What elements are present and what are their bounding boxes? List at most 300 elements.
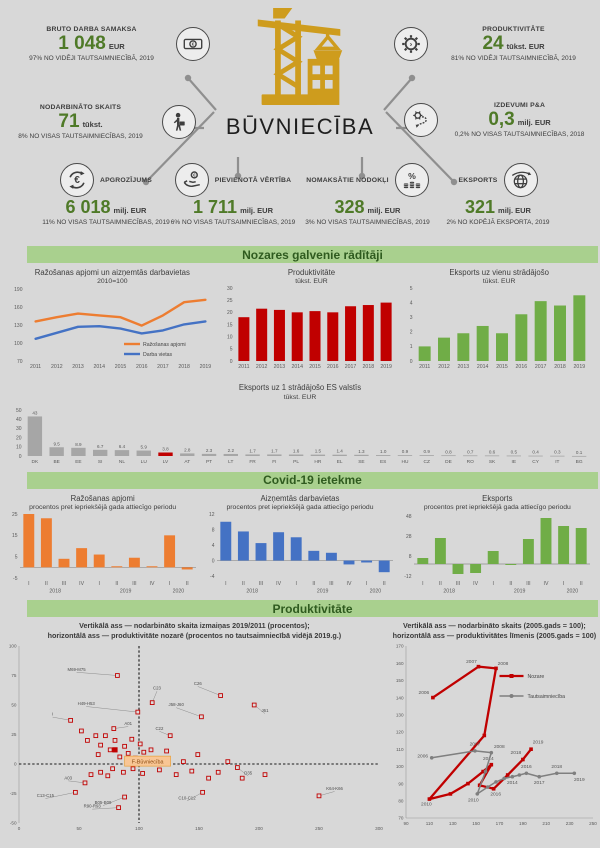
svg-text:0.7: 0.7 <box>467 449 474 455</box>
chart-subtitle: procentos pret iepriekšējā gada attiecīgo periodu <box>423 504 571 512</box>
bar-chart-covid-exports <box>399 511 596 600</box>
svg-text:CY: CY <box>532 459 539 465</box>
svg-text:2019: 2019 <box>316 588 329 595</box>
svg-text:NL: NL <box>118 459 126 465</box>
stat-note: 0,2% NO VISAS TAUTSAIMNIECĪBAS, 2018 <box>454 130 585 138</box>
svg-text:2020: 2020 <box>369 588 382 595</box>
svg-text:8: 8 <box>211 527 215 534</box>
stat-value: 321 milj. EUR <box>465 197 531 217</box>
svg-text:-50: -50 <box>10 820 17 826</box>
svg-text:2017: 2017 <box>156 364 169 371</box>
svg-text:-5: -5 <box>12 575 18 582</box>
chart-subtitle: 2010=100 <box>97 278 128 286</box>
svg-text:28: 28 <box>406 533 412 540</box>
svg-text:HR: HR <box>314 459 322 465</box>
header-section <box>0 0 600 246</box>
svg-text:%: % <box>407 171 416 182</box>
svg-text:BE: BE <box>53 459 60 465</box>
svg-text:80: 80 <box>398 798 404 804</box>
page-title: BŪVNIECĪBA <box>225 114 375 139</box>
svg-text:2006: 2006 <box>418 691 430 697</box>
svg-text:II: II <box>185 581 189 588</box>
chart-title: Eksports <box>482 493 513 503</box>
svg-text:2018: 2018 <box>49 588 61 595</box>
bar-chart-covid-production <box>4 511 201 600</box>
svg-text:0: 0 <box>18 453 22 460</box>
svg-text:2012: 2012 <box>256 364 268 371</box>
svg-text:2011: 2011 <box>419 364 431 371</box>
svg-text:150: 150 <box>195 826 204 832</box>
svg-text:I: I <box>563 581 565 588</box>
svg-text:II: II <box>439 581 443 588</box>
svg-text:300: 300 <box>375 826 384 832</box>
bar-chart-exports-per-worker <box>402 285 596 378</box>
svg-text:0: 0 <box>230 359 233 366</box>
svg-text:IV: IV <box>78 581 84 588</box>
svg-text:50: 50 <box>11 702 17 708</box>
axis-description-line: horizontālā ass — produktivitāte nozarē (procentos no tautsaimniecībā vidējā 2019.g.) <box>47 631 342 641</box>
svg-text:F-Būvniecība: F-Būvniecība <box>132 759 164 766</box>
svg-text:75: 75 <box>11 673 17 679</box>
svg-text:€: € <box>192 172 196 178</box>
section-banner-covid <box>27 472 598 489</box>
stat-label: PRODUKTIVITĀTE <box>482 26 545 33</box>
stat-label: NOMAKSĀTIE NODOKĻI <box>306 176 389 184</box>
svg-text:130: 130 <box>13 323 23 330</box>
svg-text:I: I <box>98 581 100 588</box>
section-banner-productivity <box>27 600 598 617</box>
svg-text:SE: SE <box>358 459 365 465</box>
svg-text:FI: FI <box>272 459 277 465</box>
stat-exports <box>440 163 556 226</box>
svg-text:1.0: 1.0 <box>379 448 387 454</box>
svg-text:100: 100 <box>135 826 144 832</box>
stat-label: IZDEVUMI P&A <box>493 102 546 109</box>
percent-coins-icon <box>395 163 429 197</box>
svg-text:IV: IV <box>473 581 479 588</box>
svg-text:5: 5 <box>14 554 18 561</box>
bar-chart-covid-jobs <box>201 511 398 600</box>
chart-title: Eksports uz vienu strādājošo <box>449 268 549 277</box>
svg-text:AT: AT <box>184 459 191 465</box>
svg-text:10: 10 <box>15 444 22 451</box>
svg-text:J61: J61 <box>261 708 269 714</box>
svg-text:K64-K66: K64-K66 <box>326 786 344 792</box>
scatter-trajectory-column <box>391 619 598 839</box>
svg-text:2013: 2013 <box>72 364 84 371</box>
svg-text:Darba vietas: Darba vietas <box>142 352 172 359</box>
svg-text:2018: 2018 <box>510 751 522 757</box>
svg-text:M69-M75: M69-M75 <box>67 666 87 672</box>
svg-text:D35: D35 <box>244 770 253 776</box>
svg-text:2010: 2010 <box>468 798 479 804</box>
svg-text:IV: IV <box>149 581 155 588</box>
svg-text:5: 5 <box>409 286 413 293</box>
svg-text:2015: 2015 <box>114 364 127 371</box>
stat-gross-wages <box>12 26 210 62</box>
hand-euro-icon <box>175 163 209 197</box>
svg-text:0.3: 0.3 <box>554 449 561 455</box>
svg-text:170: 170 <box>396 643 404 649</box>
stat-value: 71 tūkst. <box>58 111 103 132</box>
svg-text:2016: 2016 <box>135 364 148 371</box>
svg-text:8.9: 8.9 <box>75 441 82 447</box>
svg-text:2018: 2018 <box>554 364 566 371</box>
svg-text:0.5: 0.5 <box>510 449 518 455</box>
stat-productivity <box>394 26 594 62</box>
stat-note: 6% NO VISAS TAUTSAIMNIECĪBAS, 2019 <box>170 218 296 226</box>
svg-text:20: 20 <box>227 310 233 317</box>
chart-subtitle: tūkst. EUR <box>283 393 317 401</box>
svg-text:2011: 2011 <box>29 364 42 371</box>
svg-text:2015: 2015 <box>309 364 322 371</box>
svg-text:C10-C12: C10-C12 <box>178 795 196 801</box>
svg-text:2019: 2019 <box>573 364 586 371</box>
svg-text:2012: 2012 <box>438 364 450 371</box>
svg-text:90: 90 <box>398 781 404 787</box>
svg-text:2018: 2018 <box>178 364 190 371</box>
svg-text:III: III <box>526 581 531 588</box>
chart-subtitle: procentos pret iepriekšējā gada attiecīgo periodu <box>226 504 374 512</box>
stat-note: 3% NO VISAS TAUTSAIMNIECĪBAS, 2019 <box>305 218 430 226</box>
chart-subtitle: tūkst. EUR <box>482 278 516 286</box>
svg-text:IV: IV <box>543 581 549 588</box>
svg-text:A03: A03 <box>64 775 73 781</box>
svg-text:70: 70 <box>398 815 404 821</box>
svg-text:II: II <box>44 581 48 588</box>
svg-text:2016: 2016 <box>327 364 340 371</box>
svg-text:2013: 2013 <box>274 364 286 371</box>
svg-text:EE: EE <box>75 459 82 465</box>
svg-text:4: 4 <box>211 542 215 549</box>
svg-text:5: 5 <box>230 346 233 353</box>
svg-text:0: 0 <box>409 359 413 366</box>
svg-text:I: I <box>52 711 54 717</box>
svg-text:160: 160 <box>396 661 404 667</box>
crane-building-icon <box>252 5 348 112</box>
chart-production-employment <box>4 265 221 378</box>
svg-text:IT: IT <box>555 459 560 465</box>
svg-text:190: 190 <box>519 821 528 827</box>
svg-text:›: › <box>409 39 413 49</box>
svg-text:30: 30 <box>15 425 22 432</box>
svg-text:1.7: 1.7 <box>249 448 256 454</box>
svg-text:2019: 2019 <box>119 588 132 595</box>
svg-text:2016: 2016 <box>521 764 533 770</box>
chart-title: Aizņemtās darbavietas <box>260 493 340 503</box>
svg-text:III: III <box>61 581 66 588</box>
svg-text:50: 50 <box>15 407 22 414</box>
svg-text:Tautsaimniecība: Tautsaimniecība <box>527 693 566 700</box>
svg-text:2012: 2012 <box>50 364 63 371</box>
svg-text:1.4: 1.4 <box>336 448 343 454</box>
svg-text:IV: IV <box>346 581 352 588</box>
svg-text:2019: 2019 <box>380 364 393 371</box>
svg-text:48: 48 <box>406 513 412 520</box>
svg-text:III: III <box>329 581 334 588</box>
stat-value: 24 tūkst. EUR <box>482 33 545 54</box>
svg-text:Ražošanas apjomi: Ražošanas apjomi <box>142 342 186 349</box>
section-title: Produktivitāte <box>272 601 353 616</box>
svg-text:2017: 2017 <box>535 364 547 371</box>
svg-text:150: 150 <box>472 821 481 827</box>
stat-value: 328 milj. EUR <box>334 197 401 217</box>
svg-text:5.9: 5.9 <box>140 444 147 450</box>
svg-text:-4: -4 <box>210 573 215 580</box>
svg-text:20: 20 <box>15 435 22 442</box>
svg-text:110: 110 <box>426 821 434 827</box>
svg-text:170: 170 <box>496 821 504 827</box>
svg-text:0.6: 0.6 <box>488 449 496 455</box>
svg-text:2020: 2020 <box>566 588 579 595</box>
svg-text:LU: LU <box>140 459 147 465</box>
svg-text:9.5: 9.5 <box>53 440 60 446</box>
svg-text:2016: 2016 <box>490 792 502 798</box>
stat-note: 11% NO VISAS TAUTSAIMNIECĪBAS, 2019 <box>42 218 170 226</box>
left-scatter-description <box>2 621 387 641</box>
svg-text:2013: 2013 <box>457 364 470 371</box>
bar-chart-productivity <box>221 285 403 378</box>
gear-icon <box>394 27 428 61</box>
stat-note: 8% NO VISAS TAUTSAIMNIECĪBAS, 2019 <box>18 132 143 140</box>
chart-covid-exports <box>399 491 596 600</box>
globe-icon <box>504 163 538 197</box>
svg-text:2020: 2020 <box>172 588 184 595</box>
svg-text:II: II <box>241 581 245 588</box>
section-title: Covid-19 ietekme <box>263 473 362 488</box>
svg-text:1.6: 1.6 <box>292 448 300 454</box>
svg-text:0.4: 0.4 <box>532 449 539 455</box>
svg-text:C13-C15: C13-C15 <box>37 793 55 799</box>
svg-text:2019: 2019 <box>574 777 585 783</box>
svg-text:2018: 2018 <box>363 364 375 371</box>
svg-text:BG: BG <box>575 459 583 465</box>
svg-text:IE: IE <box>511 459 517 465</box>
svg-text:II: II <box>115 581 118 588</box>
svg-text:2006: 2006 <box>417 754 429 760</box>
svg-text:I: I <box>27 581 30 588</box>
svg-text:160: 160 <box>13 305 23 312</box>
svg-text:2014: 2014 <box>507 781 519 787</box>
chart-covid-jobs <box>201 491 398 600</box>
svg-text:0.9: 0.9 <box>423 448 430 454</box>
svg-text:-25: -25 <box>10 791 17 797</box>
axis-description-line: Vertikālā ass — nodarbināto skaits (2005.gads = 100); <box>402 621 586 631</box>
svg-text:130: 130 <box>449 821 457 827</box>
svg-text:2008: 2008 <box>498 662 509 668</box>
svg-text:II: II <box>509 581 513 588</box>
chart-eu-exports <box>0 378 600 471</box>
svg-text:I: I <box>295 581 297 588</box>
stat-taxes-paid <box>300 163 435 226</box>
svg-text:LV: LV <box>162 459 169 465</box>
svg-text:SI: SI <box>97 459 103 465</box>
svg-text:-12: -12 <box>404 573 412 580</box>
stat-note: 2% NO KOPĒJĀ EKSPORTA, 2019 <box>446 218 550 226</box>
svg-text:€: € <box>74 175 80 187</box>
right-scatter-description <box>391 621 598 641</box>
svg-text:2019: 2019 <box>199 364 211 371</box>
stat-value: 1 711 milj. EUR <box>193 197 273 217</box>
euro-cycle-icon <box>60 163 94 197</box>
svg-text:0.1: 0.1 <box>575 449 583 455</box>
svg-text:6.7: 6.7 <box>96 443 104 449</box>
svg-text:2008: 2008 <box>494 745 505 751</box>
svg-text:110: 110 <box>396 747 404 753</box>
chart-title: Ražošanas apjomi un aizņemtās darbavietas <box>34 268 190 277</box>
stat-rd-expenditure <box>404 102 596 138</box>
svg-text:H49-H53: H49-H53 <box>77 701 96 707</box>
svg-text:8: 8 <box>409 553 412 560</box>
bar-chart-eu-countries <box>6 401 594 472</box>
svg-text:4: 4 <box>409 300 413 307</box>
svg-text:C23: C23 <box>153 685 162 691</box>
svg-text:I: I <box>365 581 368 588</box>
svg-text:2019: 2019 <box>514 588 526 595</box>
stat-turnover <box>40 163 172 226</box>
svg-text:0: 0 <box>211 558 215 565</box>
svg-text:2014: 2014 <box>93 364 105 371</box>
svg-text:2.3: 2.3 <box>205 447 213 453</box>
scatter-chart-industries <box>3 642 385 839</box>
euro-banknote-icon <box>176 27 210 61</box>
svg-text:140: 140 <box>396 695 404 701</box>
svg-text:90: 90 <box>403 821 409 827</box>
productivity-charts-row <box>0 617 600 839</box>
svg-text:2014: 2014 <box>477 364 489 371</box>
svg-text:70: 70 <box>16 359 23 366</box>
svg-text:2018: 2018 <box>443 588 456 595</box>
svg-text:2017: 2017 <box>345 364 357 371</box>
svg-text:10: 10 <box>227 334 233 341</box>
svg-text:Nozare: Nozare <box>527 673 545 680</box>
svg-text:2007: 2007 <box>466 660 478 666</box>
svg-text:III: III <box>258 581 264 588</box>
svg-text:2.2: 2.2 <box>227 447 235 453</box>
svg-text:R90-R93: R90-R93 <box>83 803 102 809</box>
svg-text:2014: 2014 <box>483 757 494 763</box>
svg-text:100: 100 <box>396 764 404 770</box>
chart-title: Eksports uz 1 strādājošo ES valstīs <box>238 383 362 393</box>
stat-employees <box>4 104 196 140</box>
svg-text:A01: A01 <box>124 721 133 727</box>
svg-text:2011: 2011 <box>238 364 250 371</box>
svg-text:1.3: 1.3 <box>358 448 365 454</box>
svg-text:III: III <box>456 581 461 588</box>
svg-text:RO: RO <box>466 459 474 465</box>
svg-text:B05-B09: B05-B09 <box>94 800 112 806</box>
chart-subtitle: tūkst. EUR <box>295 278 328 286</box>
svg-text:100: 100 <box>9 643 17 649</box>
stat-label: PIEVIENOTĀ VĒRTĪBA <box>214 176 292 184</box>
svg-text:120: 120 <box>396 729 404 735</box>
svg-text:2015: 2015 <box>496 364 508 371</box>
svg-text:25: 25 <box>227 298 233 305</box>
stat-label: EKSPORTS <box>458 176 498 184</box>
svg-text:1.5: 1.5 <box>314 448 322 454</box>
svg-text:25: 25 <box>11 732 17 738</box>
stat-value: 6 018 milj. EUR <box>65 197 147 217</box>
chart-exports-per-worker <box>402 265 596 378</box>
svg-text:C26: C26 <box>194 681 203 687</box>
svg-text:I: I <box>492 581 495 588</box>
svg-text:40: 40 <box>15 416 22 423</box>
svg-text:II: II <box>312 581 316 588</box>
svg-text:0.9: 0.9 <box>401 448 409 454</box>
svg-text:15: 15 <box>227 322 233 329</box>
svg-text:DK: DK <box>31 459 39 465</box>
axis-description-line: horizontālā ass — produktivitātes līmenis (2005.gads = 100) <box>392 631 597 641</box>
stat-note: 81% NO VIDĒJI TAUTSAIMNIECĪBĀ, 2019 <box>451 54 576 62</box>
stat-value: 1 048 EUR <box>58 33 125 54</box>
svg-text:250: 250 <box>315 826 324 832</box>
svg-text:210: 210 <box>542 821 551 827</box>
axis-description-line: Vertikālā ass — nodarbināto skaita izmaiņas 2019/2011 (procentos); <box>79 621 310 631</box>
svg-text:II: II <box>382 581 386 588</box>
svg-text:I: I <box>225 581 227 588</box>
svg-text:230: 230 <box>566 821 574 827</box>
svg-text:CZ: CZ <box>423 459 430 465</box>
svg-text:43: 43 <box>32 410 38 416</box>
gear-process-icon <box>404 103 438 137</box>
scatter-industries-column <box>2 619 387 839</box>
svg-text:I: I <box>422 581 424 588</box>
chart-subtitle: procentos pret iepriekšējā gada attiecīgo periodu <box>29 504 177 512</box>
person-icon <box>162 105 196 139</box>
chart-covid-production <box>4 491 201 600</box>
svg-text:2018: 2018 <box>246 588 258 595</box>
svg-text:DE: DE <box>445 459 452 465</box>
covid-charts-row <box>0 489 600 600</box>
svg-text:3: 3 <box>409 315 413 322</box>
svg-text:0.8: 0.8 <box>445 448 452 454</box>
svg-text:SK: SK <box>488 459 496 465</box>
svg-text:FR: FR <box>249 459 256 465</box>
svg-text:2.8: 2.8 <box>184 447 191 453</box>
svg-text:HU: HU <box>401 459 409 465</box>
svg-text:0: 0 <box>18 826 21 832</box>
svg-text:50: 50 <box>76 826 82 832</box>
stat-label: APGROZĪJUMS <box>99 176 153 184</box>
svg-text:C22: C22 <box>155 725 164 731</box>
svg-text:0: 0 <box>14 761 17 767</box>
svg-text:II: II <box>580 581 583 588</box>
svg-text:€: € <box>191 41 195 47</box>
svg-text:IV: IV <box>276 581 282 588</box>
svg-text:200: 200 <box>255 826 264 832</box>
svg-text:III: III <box>131 581 137 588</box>
svg-text:12: 12 <box>208 511 215 518</box>
svg-text:PL: PL <box>293 459 300 465</box>
scatter-chart-trajectory <box>391 642 597 835</box>
section-title: Nozares galvenie rādītāji <box>242 247 383 262</box>
svg-text:130: 130 <box>396 712 404 718</box>
svg-text:I: I <box>168 581 170 588</box>
stat-note: 97% NO VIDĒJI TAUTSAIMNIECĪBĀ, 2019 <box>29 54 154 62</box>
svg-text:25: 25 <box>11 511 18 518</box>
key-indicator-charts-row <box>0 263 600 378</box>
stat-added-value <box>168 163 298 226</box>
chart-title: Produktivitāte <box>287 268 336 277</box>
svg-text:2016: 2016 <box>515 364 528 371</box>
line-chart-production-jobs <box>4 285 221 378</box>
svg-text:100: 100 <box>13 341 23 348</box>
svg-text:30: 30 <box>227 286 233 293</box>
stat-value: 0,3 milj. EUR <box>488 109 551 130</box>
svg-text:15: 15 <box>11 533 18 540</box>
svg-text:2007: 2007 <box>469 742 481 748</box>
svg-text:2: 2 <box>409 329 413 336</box>
